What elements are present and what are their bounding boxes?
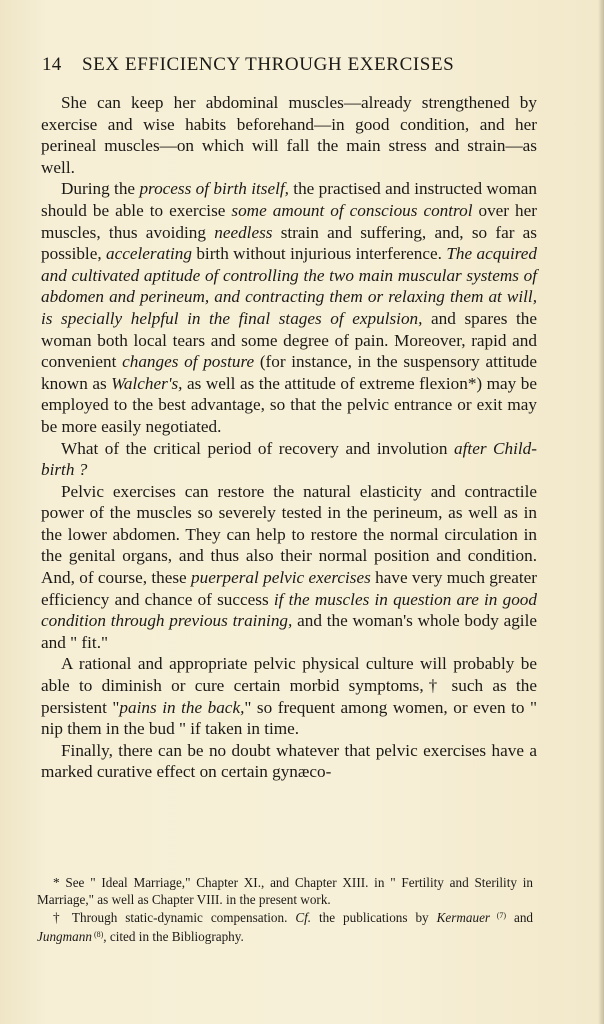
italic-run: Kermauer (436, 910, 491, 926)
italic-run: after Child-birth ? (41, 438, 537, 480)
paragraph (41, 438, 537, 481)
reference-marker: (7) (490, 911, 507, 921)
italic-run: if the muscles in question are in good condition through previous training, (41, 589, 537, 631)
italic-run: changes of posture (122, 352, 255, 372)
italic-run: The acquired and cultivated aptitude of controlling the two main muscular systems of abdomen and perineum, and contracting them or relaxing them at will, is specially helpful in the final stages of expulsion, (41, 244, 537, 328)
text-run: over her muscles, thus avoiding (41, 200, 537, 242)
text-run: birth without injurious interference. (191, 244, 447, 264)
italic-run: Cf. (295, 910, 312, 926)
text-run: A rational and appropriate pelvic physical culture will probably be able to diminish or cure certain morbid symptoms,† such as the persistent " (41, 654, 537, 717)
text-run: * See " Ideal Marriage," Chapter XI., and Chapter XIII. in " Fertility and Sterility in Marriage," as well as Chapter VIII. in the present work. (37, 875, 533, 907)
body-text (41, 92, 537, 783)
running-title: SEX EFFICIENCY THROUGH EXERCISES (82, 54, 455, 75)
page-number: 14 (42, 54, 62, 75)
footnote (37, 875, 533, 908)
italic-run: pains in the back, (119, 697, 245, 717)
text-run: and the woman's whole body agile and " fit." (41, 611, 537, 652)
text-run: † Through static-dynamic compensation. (53, 910, 296, 926)
paragraph (41, 740, 537, 783)
text-run: During the (61, 179, 140, 199)
text-run: the practised and instructed woman should be able to exercise (41, 179, 537, 220)
footnotes (37, 875, 533, 945)
footnote (37, 908, 533, 945)
paragraph (41, 178, 537, 437)
italic-run: some amount of conscious control (231, 200, 473, 220)
text-run: (for instance, in the suspensory attitude known as (41, 352, 537, 393)
italic-run: needless (214, 222, 273, 242)
italic-run: puerperal pelvic exercises (191, 568, 371, 588)
text-run: Finally, there can be no doubt whatever that pelvic exercises have a marked curative effect on certain gynæco- (41, 740, 537, 782)
text-run: What of the critical period of recovery and involution (61, 438, 455, 458)
text-run: Pelvic exercises can restore the natural elasticity and contractile power of the muscles so severely tested in the perineum, as well as in the lower abdomen. They can help to restore the normal circulation in the genital organs, and thus also their normal position and condition. And, of course, these (41, 481, 537, 588)
text-run: the publications by (311, 910, 437, 926)
text-run: have very much greater efficiency and chance of success (41, 568, 538, 609)
text-run: and (506, 910, 534, 926)
italic-run: process of birth itself, (139, 179, 289, 199)
paragraph (41, 92, 537, 178)
paragraph (41, 653, 537, 739)
italic-run: Jungmann (37, 928, 92, 944)
text-run: , cited in the Bibliography. (103, 928, 244, 944)
text-run: " so frequent among women, or even to " nip them in the bud " if taken in time. (41, 697, 537, 739)
italic-run: accelerating (106, 244, 192, 264)
reference-marker: (8) (91, 929, 104, 939)
text-run: strain and suffering, and, so far as possible, (41, 222, 537, 264)
running-header (42, 54, 512, 76)
italic-run: Walcher's, (111, 373, 183, 393)
page-edge-shadow (598, 0, 604, 1024)
text-run: as well as the attitude of extreme flexion*) may be employed to the best advantage, so that the pelvic entrance or exit may be more easily negotiated. (41, 373, 538, 436)
text-run: and spares the woman both local tears and some degree of pain. Moreover, rapid and convenient (41, 308, 537, 372)
text-run: She can keep her abdominal muscles—already strengthened by exercise and wise habits beforehand—in good condition, and her perineal muscles—on which will fall the main stress and strain—as well. (41, 93, 537, 177)
paragraph (41, 481, 537, 654)
